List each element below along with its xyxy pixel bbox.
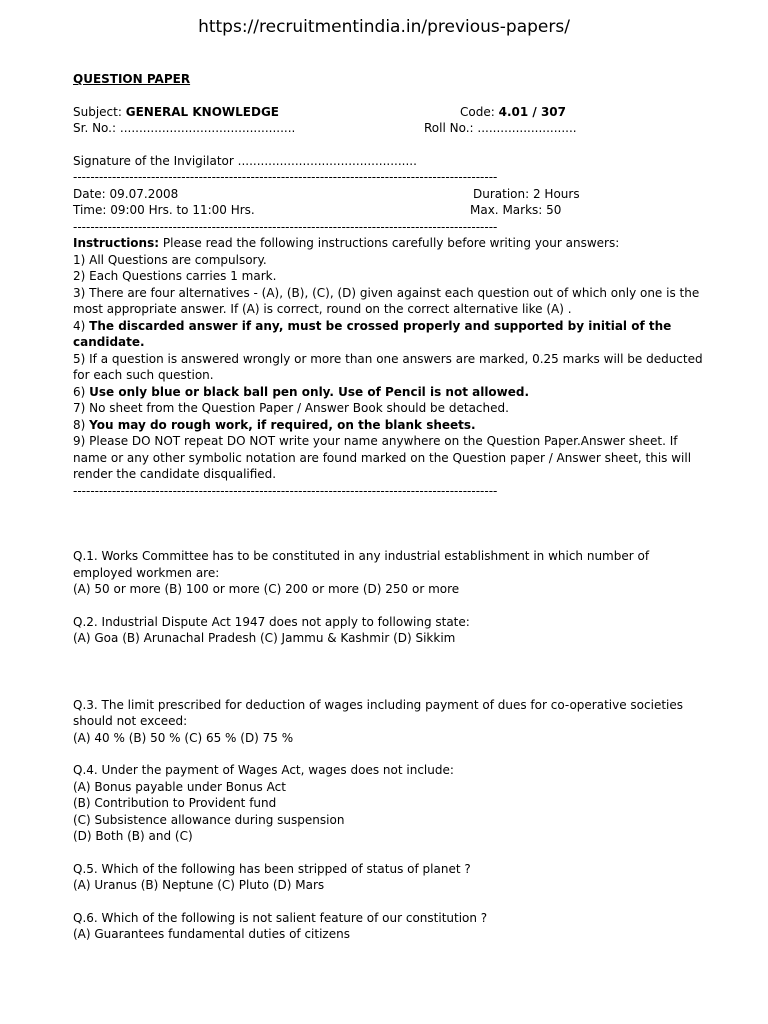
instruction-item <box>73 318 703 351</box>
question-5 <box>73 861 703 894</box>
instruction-item: 9) Please DO NOT repeat DO NOT write your name anywhere on the Question Paper.Answer sheet. If name or any other symbolic notation are found marked on the Question paper / Answer sheet, this will render the candidate disqualified. <box>73 434 692 481</box>
question-4 <box>73 762 703 845</box>
instruction-item: 2) Each Questions carries 1 mark. <box>73 269 277 283</box>
subject-row <box>73 104 703 121</box>
question-text: Q.5. Which of the following has been stripped of status of planet ? <box>73 861 471 876</box>
instruction-number: 8) <box>73 417 86 432</box>
exam-max-marks: Max. Marks: 50 <box>470 203 562 217</box>
question-paper <box>73 71 703 943</box>
question-option: (D) Both (B) and (C) <box>73 829 193 843</box>
question-text: Q.1. Works Committee has to be constituted in any industrial establishment in which number of employed workmen are: <box>73 549 650 580</box>
question-6 <box>73 910 703 943</box>
divider: -------------------------------------------------------------------------------------------------- <box>73 219 498 234</box>
instruction-text: The discarded answer if any, must be crossed properly and supported by initial of the candidate. <box>73 318 672 349</box>
instruction-text: Use only blue or black ball pen only. Use of Pencil is not allowed. <box>89 384 530 399</box>
signature-dots: ............................................... <box>237 153 417 168</box>
time-row <box>73 202 703 219</box>
srno-field <box>73 120 295 137</box>
instruction-number: 6) <box>73 384 86 399</box>
code-field <box>460 104 566 121</box>
question-1 <box>73 548 703 598</box>
rollno-field <box>424 120 577 137</box>
instruction-item: 5) If a question is answered wrongly or more than one answers are marked, 0.25 marks will be deducted for each such question. <box>73 351 703 382</box>
srno-label: Sr. No.: <box>73 121 117 135</box>
question-text: Q.6. Which of the following is not salient feature of our constitution ? <box>73 910 488 925</box>
instruction-item: 7) No sheet from the Question Paper / Answer Book should be detached. <box>73 401 509 415</box>
subject-value: GENERAL KNOWLEDGE <box>125 104 280 119</box>
exam-date: Date: 09.07.2008 <box>73 186 179 201</box>
subject-label: Subject: <box>73 104 122 119</box>
question-3 <box>73 697 703 747</box>
question-options: (A) 40 % (B) 50 % (C) 65 % (D) 75 % <box>73 730 294 745</box>
signature-row <box>73 153 703 170</box>
paper-title: QUESTION PAPER <box>73 72 191 86</box>
question-options: (A) 50 or more (B) 100 or more (C) 200 or more (D) 250 or more <box>73 582 460 596</box>
srno-dots: .............................................. <box>119 121 296 135</box>
srno-row <box>73 120 703 137</box>
question-option: (A) Bonus payable under Bonus Act <box>73 779 286 794</box>
question-option: (B) Contribution to Provident fund <box>73 796 277 810</box>
question-2 <box>73 614 703 647</box>
instruction-item: 1) All Questions are compulsory. <box>73 252 267 267</box>
instructions-intro-text: Please read the following instructions carefully before writing your answers: <box>162 236 620 250</box>
question-options: (A) Goa (B) Arunachal Pradesh (C) Jammu & Kashmir (D) Sikkim <box>73 631 456 645</box>
instructions-label: Instructions: <box>73 236 160 250</box>
divider: -------------------------------------------------------------------------------------------------- <box>73 483 498 498</box>
rollno-dots: .......................... <box>477 121 577 135</box>
code-label: Code: <box>460 104 495 119</box>
divider: -------------------------------------------------------------------------------------------------- <box>73 170 498 184</box>
question-option: (C) Subsistence allowance during suspension <box>73 812 345 827</box>
instructions <box>73 235 703 483</box>
subject-field <box>73 104 279 121</box>
code-value: 4.01 / 307 <box>498 104 566 119</box>
instructions-intro <box>73 235 703 252</box>
exam-time: Time: 09:00 Hrs. to 11:00 Hrs. <box>73 203 255 217</box>
exam-duration: Duration: 2 Hours <box>473 186 580 201</box>
instruction-item <box>73 417 703 434</box>
instruction-item: 3) There are four alternatives - (A), (B), (C), (D) given against each question out of which only one is the most appropriate answer. If (A) is correct, round on the correct alternative like (A) . <box>73 285 700 316</box>
instruction-item <box>73 384 703 401</box>
date-row <box>73 186 703 203</box>
source-url[interactable]: https://recruitmentindia.in/previous-papers/ <box>198 17 570 37</box>
instruction-number: 4) <box>73 318 86 333</box>
signature-label: Signature of the Invigilator <box>73 153 234 168</box>
question-text: Q.2. Industrial Dispute Act 1947 does not apply to following state: <box>73 614 470 629</box>
question-options: (A) Uranus (B) Neptune (C) Pluto (D) Mars <box>73 878 325 892</box>
question-text: Q.3. The limit prescribed for deduction of wages including payment of dues for co-operative societies should not exceed: <box>73 697 684 728</box>
question-text: Q.4. Under the payment of Wages Act, wages does not include: <box>73 763 454 777</box>
question-option: (A) Guarantees fundamental duties of citizens <box>73 927 350 941</box>
rollno-label: Roll No.: <box>424 121 474 135</box>
instruction-text: You may do rough work, if required, on the blank sheets. <box>89 417 476 432</box>
